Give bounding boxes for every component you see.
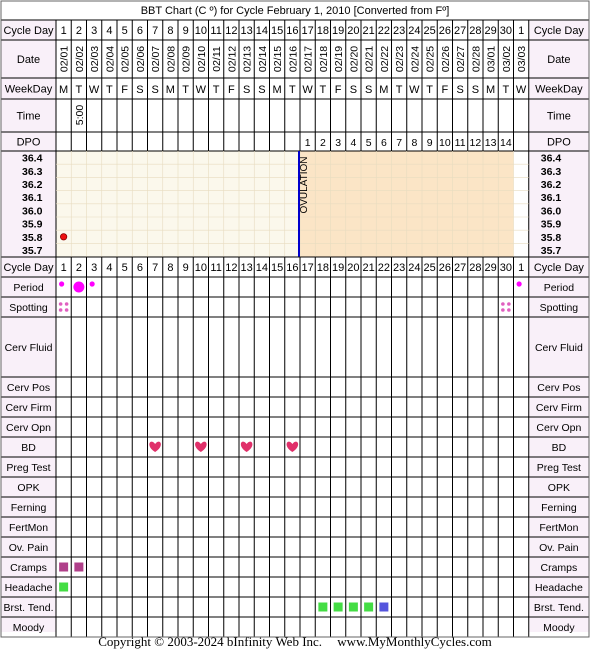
weekday-cell: M: [379, 84, 389, 96]
date-cell: 02/22: [378, 45, 391, 73]
date-cell: 02/26: [439, 45, 452, 73]
weekday-cell: M: [272, 84, 282, 96]
spotting-mark: [501, 308, 505, 312]
cycle-day-cell: 22: [377, 262, 390, 274]
obs-label-right: Ferning: [541, 502, 577, 514]
cycle-day-label-left: Cycle Day: [3, 25, 54, 37]
dpo-label-right: DPO: [546, 136, 571, 149]
dpo-cell: 9: [426, 137, 433, 149]
weekday-cell: T: [289, 84, 296, 96]
obs-label-left: Preg Test: [6, 462, 51, 474]
date-cell: 02/19: [333, 45, 346, 73]
temp-scale-right: 36.3: [540, 165, 562, 178]
cycle-day-cell: 13: [240, 262, 253, 274]
footer: [0, 634, 590, 650]
obs-label-left: BD: [21, 442, 36, 454]
cycle-day-cell: 27: [454, 25, 467, 37]
dpo-cell: 4: [350, 137, 357, 149]
cycle-day-cell: 4: [106, 25, 113, 37]
date-cell: 02/03: [89, 45, 102, 73]
date-cell: 03/03: [516, 45, 529, 73]
cycle-day-cell: 19: [332, 25, 345, 37]
cycle-day-cell: 2: [75, 25, 82, 37]
dpo-cell: 7: [396, 137, 403, 149]
cycle-day-cell: 21: [362, 25, 375, 37]
period-mark: [90, 281, 95, 286]
chart-title: BBT Chart (C º) for Cycle February 1, 2010 [Converted from Fº]: [140, 5, 450, 17]
date-cell: 02/12: [226, 45, 239, 73]
cycle-day-cell: 11: [210, 262, 222, 274]
date-cell: 03/02: [500, 45, 513, 73]
dpo-cell: 14: [500, 137, 512, 149]
weekday-cell: S: [471, 84, 480, 96]
cycle-day-cell: 29: [484, 262, 497, 274]
cycle-day-cell: 6: [136, 25, 143, 37]
weekday-cell: S: [136, 84, 144, 96]
weekday-label-left: WeekDay: [4, 83, 53, 96]
spotting-mark: [507, 308, 511, 312]
spotting-mark: [59, 302, 63, 306]
date-cell: 02/07: [150, 45, 163, 73]
time-cell: 5:00: [73, 104, 86, 126]
spotting-mark: [59, 308, 63, 312]
cycle-day-cell: 7: [152, 25, 159, 37]
obs-label-left: Period: [13, 282, 44, 294]
date-label-left: Date: [16, 54, 41, 66]
cycle-day-cell: 2: [75, 262, 82, 274]
weekday-cell: F: [441, 84, 449, 96]
cycle-day-cell: 8: [167, 25, 174, 37]
cycle-day-cell: 29: [484, 25, 497, 37]
date-cell: 02/20: [348, 45, 361, 73]
weekday-cell: T: [106, 84, 113, 96]
obs-label-left: Cerv Firm: [5, 402, 52, 414]
temperature-point: [60, 234, 66, 240]
weekday-cell: W: [409, 84, 420, 96]
weekday-cell: T: [212, 84, 220, 96]
period-mark: [517, 281, 522, 286]
date-cell: 02/16: [287, 45, 300, 73]
date-cell: 02/24: [409, 45, 422, 73]
obs-label-left: Spotting: [9, 302, 48, 314]
cycle-day-cell: 13: [240, 25, 253, 37]
obs-label-right: OPK: [547, 482, 570, 494]
cycle-day-cell: 24: [408, 25, 421, 37]
cycle-day-cell: 19: [332, 262, 345, 274]
date-cell: 02/15: [272, 45, 285, 73]
date-label-right: Date: [547, 54, 571, 66]
obs-label-left: FertMon: [8, 522, 49, 534]
date-cell: 02/09: [180, 45, 193, 73]
cycle-day-2-label-right: Cycle Day: [533, 262, 584, 274]
obs-label-right: Moody: [543, 622, 575, 634]
cycle-day-cell: 8: [167, 262, 174, 274]
obs-label-right: Brst. Tend.: [533, 602, 584, 614]
weekday-cell: S: [349, 84, 358, 96]
time-label-right: Time: [546, 110, 571, 123]
cycle-day-cell: 1: [60, 25, 67, 37]
weekday-cell: T: [182, 84, 189, 96]
weekday-cell: S: [456, 84, 464, 96]
cycle-day-cell: 7: [152, 262, 159, 274]
date-cell: 02/10: [195, 45, 208, 73]
cycle-day-cell: 23: [393, 25, 406, 37]
date-cell: 02/27: [455, 45, 468, 73]
symptom-square-mark: [349, 603, 358, 612]
ovulation-label: OVULATION: [299, 156, 310, 214]
spotting-mark: [507, 302, 511, 306]
date-cell: 02/05: [119, 45, 132, 73]
obs-label-left: Headache: [4, 582, 53, 594]
cycle-day-cell: 15: [271, 25, 284, 37]
obs-label-right: Spotting: [539, 302, 579, 314]
temp-scale-left: 35.7: [22, 245, 43, 257]
obs-label-right: Cramps: [540, 562, 578, 574]
date-cell: 02/11: [211, 46, 224, 72]
weekday-cell: F: [334, 84, 342, 96]
dpo-cell: 6: [380, 137, 387, 149]
weekday-cell: M: [486, 84, 496, 96]
obs-label-right: Cerv Fluid: [534, 342, 583, 354]
weekday-cell: T: [319, 84, 327, 96]
symptom-square-mark: [364, 603, 373, 612]
weekday-cell: M: [165, 84, 175, 96]
weekday-cell: T: [426, 84, 433, 96]
temp-scale-left: 36.3: [22, 165, 43, 178]
dpo-cell: 10: [439, 137, 451, 149]
weekday-cell: F: [228, 84, 235, 96]
weekday-cell: F: [121, 84, 128, 96]
spotting-mark: [65, 302, 69, 306]
dpo-cell: 13: [484, 137, 497, 149]
date-cell: 02/13: [241, 45, 254, 73]
temp-scale-left: 36.2: [22, 179, 43, 191]
cycle-day-cell: 12: [225, 25, 238, 37]
cycle-day-cell: 10: [194, 25, 207, 37]
cycle-day-cell: 3: [91, 262, 98, 274]
temp-scale-right: 35.7: [540, 245, 562, 257]
time-label-left: Time: [16, 110, 41, 123]
cycle-day-cell: 1: [518, 25, 525, 37]
dpo-label-left: DPO: [16, 136, 41, 149]
weekday-cell: T: [395, 84, 403, 96]
weekday-cell: T: [502, 84, 510, 96]
date-cell: 02/06: [134, 45, 147, 73]
weekday-cell: S: [242, 84, 251, 96]
period-mark: [59, 281, 64, 286]
cycle-day-cell: 5: [121, 262, 128, 274]
obs-label-right: BD: [551, 442, 567, 454]
dpo-cell: 2: [319, 137, 326, 149]
cycle-day-cell: 16: [286, 262, 299, 274]
weekday-cell: W: [88, 84, 100, 96]
cycle-day-cell: 25: [423, 25, 436, 37]
date-cell: 02/04: [104, 45, 117, 73]
chart-frame: [1, 1, 589, 637]
weekday-cell: W: [195, 84, 207, 96]
obs-label-left: Ov. Pain: [8, 542, 49, 554]
date-cell: 02/02: [73, 45, 86, 73]
cycle-day-cell: 24: [408, 262, 421, 274]
cycle-day-cell: 20: [347, 262, 360, 274]
cycle-day-2-label-left: Cycle Day: [3, 262, 54, 274]
obs-label-right: Preg Test: [536, 462, 581, 474]
date-cell: 02/17: [302, 45, 315, 73]
obs-label-right: FertMon: [539, 522, 579, 534]
bd-heart-mark: [149, 442, 161, 452]
obs-label-left: Cramps: [10, 562, 47, 574]
obs-label-right: Cerv Firm: [535, 402, 582, 414]
date-cell: 02/25: [424, 45, 437, 73]
cycle-day-cell: 21: [362, 262, 375, 274]
temp-scale-left: 35.9: [22, 218, 43, 231]
cycle-day-cell: 11: [210, 25, 222, 37]
temp-scale-right: 35.8: [540, 231, 562, 244]
cycle-day-cell: 20: [347, 25, 360, 37]
spotting-mark: [65, 308, 69, 312]
bd-heart-mark: [287, 442, 299, 452]
period-mark: [73, 282, 84, 293]
cycle-day-cell: 15: [271, 262, 284, 274]
dpo-cell: 1: [304, 137, 311, 149]
symptom-square-mark: [379, 603, 388, 612]
date-cell: 02/01: [58, 45, 71, 73]
temp-scale-left: 36.1: [22, 192, 43, 205]
symptom-square-mark: [59, 563, 68, 572]
cycle-day-cell: 30: [499, 25, 512, 37]
cycle-day-cell: 18: [316, 25, 329, 37]
dpo-cell: 8: [411, 137, 418, 149]
temp-scale-right: 36.0: [540, 205, 562, 218]
date-cell: 02/28: [470, 45, 483, 73]
cycle-day-cell: 26: [438, 262, 451, 274]
cycle-day-cell: 1: [60, 262, 67, 274]
obs-label-left: Ferning: [10, 502, 47, 514]
site-link[interactable]: www.MyMonthlyCycles.com: [337, 634, 492, 649]
symptom-square-mark: [74, 563, 83, 572]
cycle-day-cell: 6: [136, 262, 143, 274]
cycle-day-cell: 14: [255, 262, 268, 274]
weekday-label-right: WeekDay: [535, 83, 583, 96]
cycle-day-cell: 27: [454, 262, 467, 274]
dpo-cell: 3: [335, 137, 342, 149]
cycle-day-cell: 16: [286, 25, 299, 37]
obs-label-right: Cerv Pos: [537, 382, 581, 394]
cycle-day-cell: 1: [518, 262, 525, 274]
temp-scale-right: 35.9: [540, 218, 562, 231]
obs-label-right: Ov. Pain: [539, 542, 579, 554]
cycle-day-cell: 22: [377, 25, 390, 37]
weekday-cell: T: [75, 84, 83, 96]
temp-scale-right: 36.1: [540, 192, 562, 205]
cycle-day-cell: 23: [393, 262, 406, 274]
obs-label-right: Period: [543, 282, 575, 294]
cycle-day-cell: 3: [91, 25, 98, 37]
cycle-day-cell: 9: [182, 262, 189, 274]
weekday-cell: W: [515, 84, 527, 96]
symptom-square-mark: [318, 603, 327, 612]
cycle-day-cell: 9: [182, 25, 189, 37]
date-cell: 02/08: [165, 45, 178, 73]
weekday-cell: W: [302, 84, 313, 96]
date-cell: 03/01: [485, 45, 498, 73]
symptom-square-mark: [334, 603, 343, 612]
weekday-cell: S: [364, 84, 373, 96]
date-cell: 02/23: [394, 45, 407, 73]
weekday-cell: M: [59, 84, 69, 96]
cycle-day-cell: 17: [301, 25, 314, 37]
obs-label-left: Moody: [12, 622, 45, 634]
temp-scale-right: 36.2: [540, 179, 562, 191]
date-cell: 02/18: [317, 45, 330, 73]
cycle-day-cell: 5: [121, 25, 128, 37]
cycle-day-label-right: Cycle Day: [533, 25, 584, 37]
weekday-cell: S: [151, 84, 159, 96]
bd-heart-mark: [195, 442, 207, 452]
obs-label-left: Cerv Pos: [6, 382, 51, 394]
temp-scale-right: 36.4: [540, 152, 562, 165]
cycle-day-cell: 12: [225, 262, 238, 274]
obs-label-right: Headache: [534, 582, 583, 594]
cycle-day-cell: 18: [316, 262, 329, 274]
weekday-cell: S: [258, 84, 266, 96]
temp-scale-left: 36.4: [22, 152, 43, 165]
bd-heart-mark: [241, 442, 253, 452]
cycle-day-cell: 17: [301, 262, 314, 274]
cycle-day-cell: 30: [499, 262, 512, 274]
temp-scale-left: 35.8: [22, 231, 43, 244]
dpo-cell: 11: [454, 137, 466, 149]
cycle-day-cell: 10: [194, 262, 207, 274]
obs-label-left: Cerv Opn: [6, 422, 51, 434]
obs-label-left: OPK: [17, 482, 40, 494]
date-cell: 02/14: [256, 45, 269, 73]
cycle-day-cell: 26: [438, 25, 451, 37]
temp-scale-left: 36.0: [22, 205, 43, 218]
cycle-day-cell: 4: [106, 262, 113, 274]
dpo-cell: 12: [469, 137, 482, 149]
cycle-day-cell: 28: [469, 25, 482, 37]
cycle-day-cell: 25: [423, 262, 436, 274]
date-cell: 02/21: [363, 45, 376, 73]
cycle-day-cell: 28: [469, 262, 482, 274]
dpo-cell: 5: [365, 137, 372, 149]
spotting-mark: [501, 302, 505, 306]
obs-label-left: Brst. Tend.: [3, 602, 54, 614]
symptom-square-mark: [59, 583, 68, 592]
obs-label-left: Cerv Fluid: [4, 342, 53, 354]
obs-label-right: Cerv Opn: [536, 422, 582, 434]
cycle-day-cell: 14: [255, 25, 268, 37]
copyright-text: Copyright © 2003-2024 bInfinity Web Inc.: [98, 634, 323, 649]
